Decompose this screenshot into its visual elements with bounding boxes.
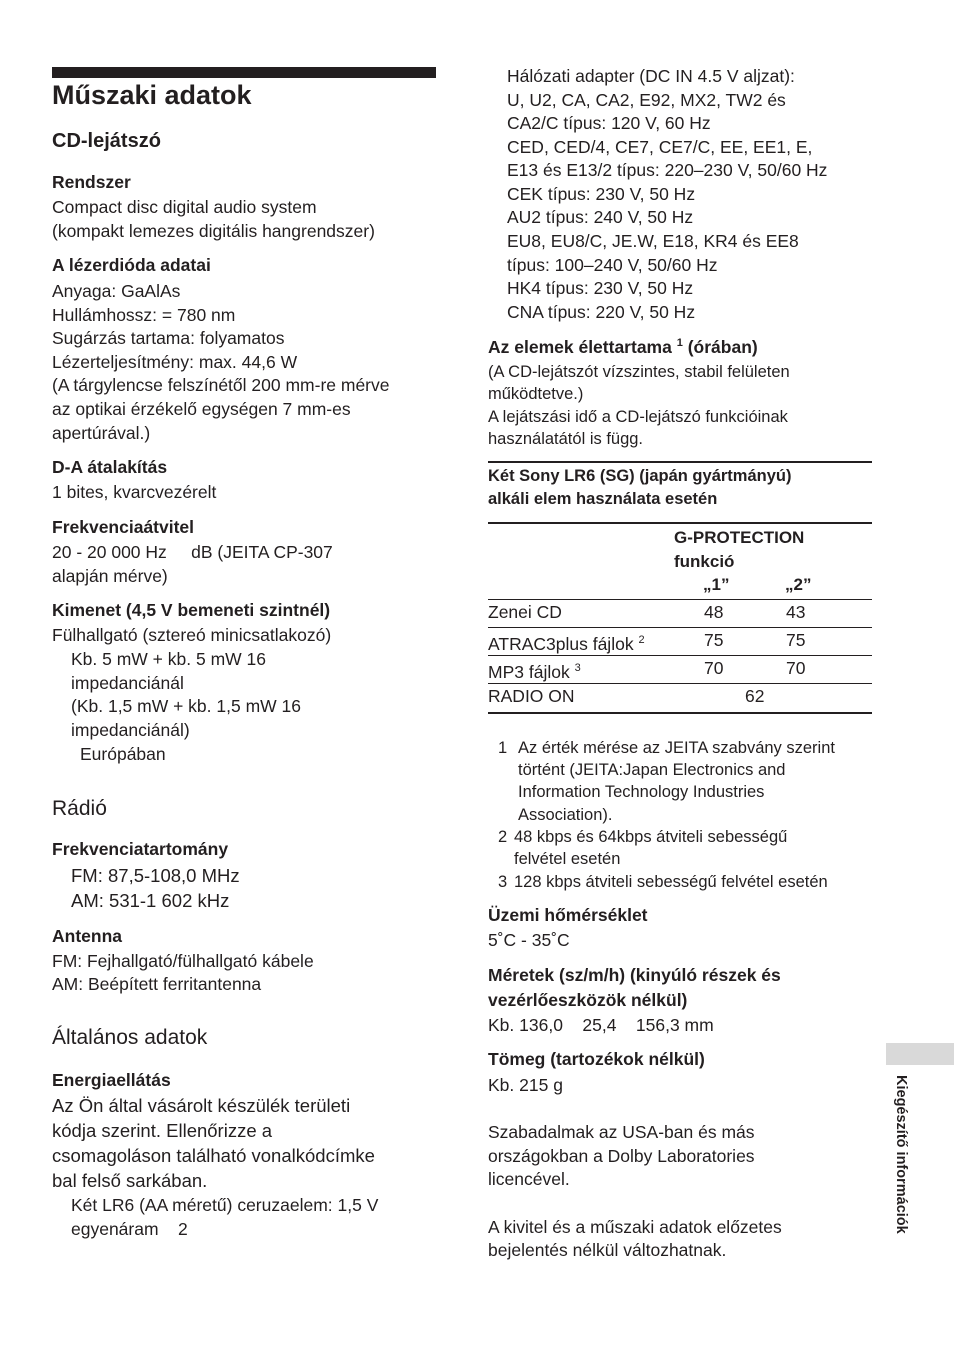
table-cell: 75 (704, 630, 724, 650)
table-cell: 62 (745, 686, 765, 706)
adapter-line: CEK típus: 230 V, 50 Hz (507, 184, 696, 204)
disclaimer-line: bejelentés nélkül változhatnak. (488, 1240, 727, 1260)
da-line: 1 bites, kvarcvezérelt (52, 482, 217, 502)
section-general-title: Általános adatok (52, 1026, 208, 1049)
laser-heading: A lézerdióda adatai (52, 255, 211, 275)
footnote-line: 48 kbps és 64kbps átviteli sebességű (514, 828, 788, 846)
power-line: bal felső sarkában. (52, 1170, 208, 1191)
table-header: funkció (674, 552, 735, 571)
adapter-line: CNA típus: 220 V, 50 Hz (507, 302, 696, 322)
footnote-number: 1 (498, 739, 508, 757)
antenna-line: FM: Fejhallgató/fülhallgató kábele (52, 951, 314, 971)
footnote-number: 3 (498, 873, 508, 891)
laser-line: apertúrával.) (52, 423, 151, 443)
rendszer-line: (kompakt lemezes digitális hangrendszer) (52, 221, 375, 241)
laser-line: (A tárgylencse felszínétől 200 mm-re mérve (52, 375, 390, 395)
output-line: (Kb. 1,5 mW + kb. 1,5 mW 16 (71, 696, 302, 716)
output-heading: Kimenet (4,5 V bemeneti szintnél) (52, 600, 331, 620)
table-rule (488, 599, 872, 600)
power-line: egyenáram 2 (71, 1219, 188, 1239)
table-rule (488, 627, 872, 628)
output-line: Kb. 5 mW + kb. 5 mW 16 (71, 649, 266, 669)
adapter-line: U, U2, CA, CA2, E92, MX2, TW2 és (507, 90, 786, 110)
freq-heading: Frekvenciaátvitel (52, 517, 195, 537)
weight-heading: Tömeg (tartozékok nélkül) (488, 1049, 705, 1069)
dims-heading: Méretek (sz/m/h) (kinyúló részek és (488, 965, 781, 985)
table-rule (488, 655, 872, 656)
battery-line: működtetve.) (488, 385, 584, 403)
rendszer-line: Compact disc digital audio system (52, 197, 317, 217)
footnote-line: történt (JEITA:Japan Electronics and (518, 761, 786, 779)
output-line: Európában (80, 744, 166, 764)
radio-freq-line: FM: 87,5-108,0 MHz (71, 865, 240, 886)
page-title: Műszaki adatok (52, 80, 252, 110)
da-heading: D-A átalakítás (52, 457, 168, 477)
table-cell: 70 (704, 658, 724, 678)
adapter-line: HK4 típus: 230 V, 50 Hz (507, 278, 694, 298)
table-cell: 48 (704, 602, 724, 622)
temp-heading: Üzemi hőmérséklet (488, 905, 648, 925)
temp-line: 5˚C - 35˚C (488, 930, 570, 950)
freq-line: 20 - 20 000 Hz dB (JEITA CP-307 (52, 542, 333, 562)
table-caption: alkáli elem használata esetén (488, 490, 718, 508)
table-rule (488, 683, 872, 684)
laser-line: az optikai érzékelő egységen 7 mm-es (52, 399, 351, 419)
table-caption: Két Sony LR6 (SG) (japán gyártmányú) (488, 467, 792, 485)
table-cell: 70 (786, 658, 806, 678)
footnote-number: 2 (498, 828, 508, 846)
footnote-line: Information Technology Industries (518, 783, 765, 801)
battery-heading: Az elemek élettartama $^1$ (órában) (488, 337, 758, 357)
title-bar-rule (52, 67, 436, 78)
footnote-line: 128 kbps átviteli sebességű felvétel esetén (514, 873, 828, 891)
power-line: Két LR6 (AA méretű) ceruzaelem: 1,5 V (71, 1195, 379, 1215)
weight-line: Kb. 215 g (488, 1075, 563, 1095)
table-col-header: „2” (785, 575, 812, 594)
table-row-label: ATRAC3plus fájlok $^2$ (488, 634, 645, 654)
battery-line: A lejátszási idő a CD-lejátszó funkcióinak (488, 408, 788, 426)
adapter-line: AU2 típus: 240 V, 50 Hz (507, 207, 694, 227)
section-cd-title: CD-lejátszó (52, 130, 161, 152)
side-tab-marker (886, 1043, 954, 1065)
side-tab-label: Kiegészítő információk (893, 1075, 909, 1234)
dims-line: Kb. 136,0 25,4 156,3 mm (488, 1015, 714, 1035)
battery-line: használatától is függ. (488, 430, 644, 448)
table-header-rule (488, 522, 872, 524)
freq-line: alapján mérve) (52, 566, 168, 586)
footnote-line: Association). (518, 806, 613, 824)
laser-line: Hullámhossz: = 780 nm (52, 305, 236, 325)
table-header: G-PROTECTION (674, 528, 805, 547)
rendszer-heading: Rendszer (52, 172, 131, 192)
radio-freq-line: AM: 531-1 602 kHz (71, 890, 230, 911)
table-top-rule (488, 461, 872, 463)
adapter-line: E13 és E13/2 típus: 220–230 V, 50/60 Hz (507, 160, 828, 180)
table-row-label: RADIO ON (488, 686, 575, 706)
patent-line: Szabadalmak az USA-ban és más (488, 1122, 755, 1142)
patent-line: licencével. (488, 1169, 570, 1189)
section-radio-title: Rádió (52, 797, 107, 820)
adapter-line: típus: 100–240 V, 50/60 Hz (507, 255, 718, 275)
table-cell: 75 (786, 630, 806, 650)
laser-line: Sugárzás tartama: folyamatos (52, 328, 285, 348)
output-line: impedanciánál (71, 673, 184, 693)
footnote-line: Az érték mérése az JEITA szabvány szerint (518, 739, 835, 757)
adapter-line: CA2/C típus: 120 V, 60 Hz (507, 113, 711, 133)
adapter-line: CED, CED/4, CE7, CE7/C, EE, EE1, E, (507, 137, 813, 157)
adapter-line: Hálózati adapter (DC IN 4.5 V aljzat): (507, 66, 795, 86)
power-line: kódja szerint. Ellenőrizze a (52, 1120, 273, 1141)
laser-line: Anyaga: GaAlAs (52, 281, 181, 301)
output-line: Fülhallgató (sztereó minicsatlakozó) (52, 625, 332, 645)
table-col-header: „1” (703, 575, 730, 594)
patent-line: országokban a Dolby Laboratories (488, 1146, 755, 1166)
table-row-label: MP3 fájlok $^3$ (488, 662, 581, 682)
table-cell: 43 (786, 602, 806, 622)
output-line: impedanciánál) (71, 720, 190, 740)
disclaimer-line: A kivitel és a műszaki adatok előzetes (488, 1217, 782, 1237)
battery-line: (A CD-lejátszót vízszintes, stabil felületen (488, 363, 790, 381)
power-heading: Energiaellátás (52, 1070, 171, 1090)
laser-line: Lézerteljesítmény: max. 44,6 W (52, 352, 298, 372)
table-bottom-rule (488, 712, 872, 714)
power-line: csomagoláson található vonalkódcímke (52, 1145, 375, 1166)
adapter-line: EU8, EU8/C, JE.W, E18, KR4 és EE8 (507, 231, 799, 251)
power-line: Az Ön által vásárolt készülék területi (52, 1095, 351, 1116)
side-tab (889, 1075, 911, 1295)
antenna-heading: Antenna (52, 926, 122, 946)
antenna-line: AM: Beépített ferritantenna (52, 974, 262, 994)
footnote-line: felvétel esetén (514, 850, 621, 868)
radio-freq-heading: Frekvenciatartomány (52, 839, 229, 859)
table-row-label: Zenei CD (488, 602, 562, 622)
dims-heading: vezérlőeszközök nélkül) (488, 990, 688, 1010)
